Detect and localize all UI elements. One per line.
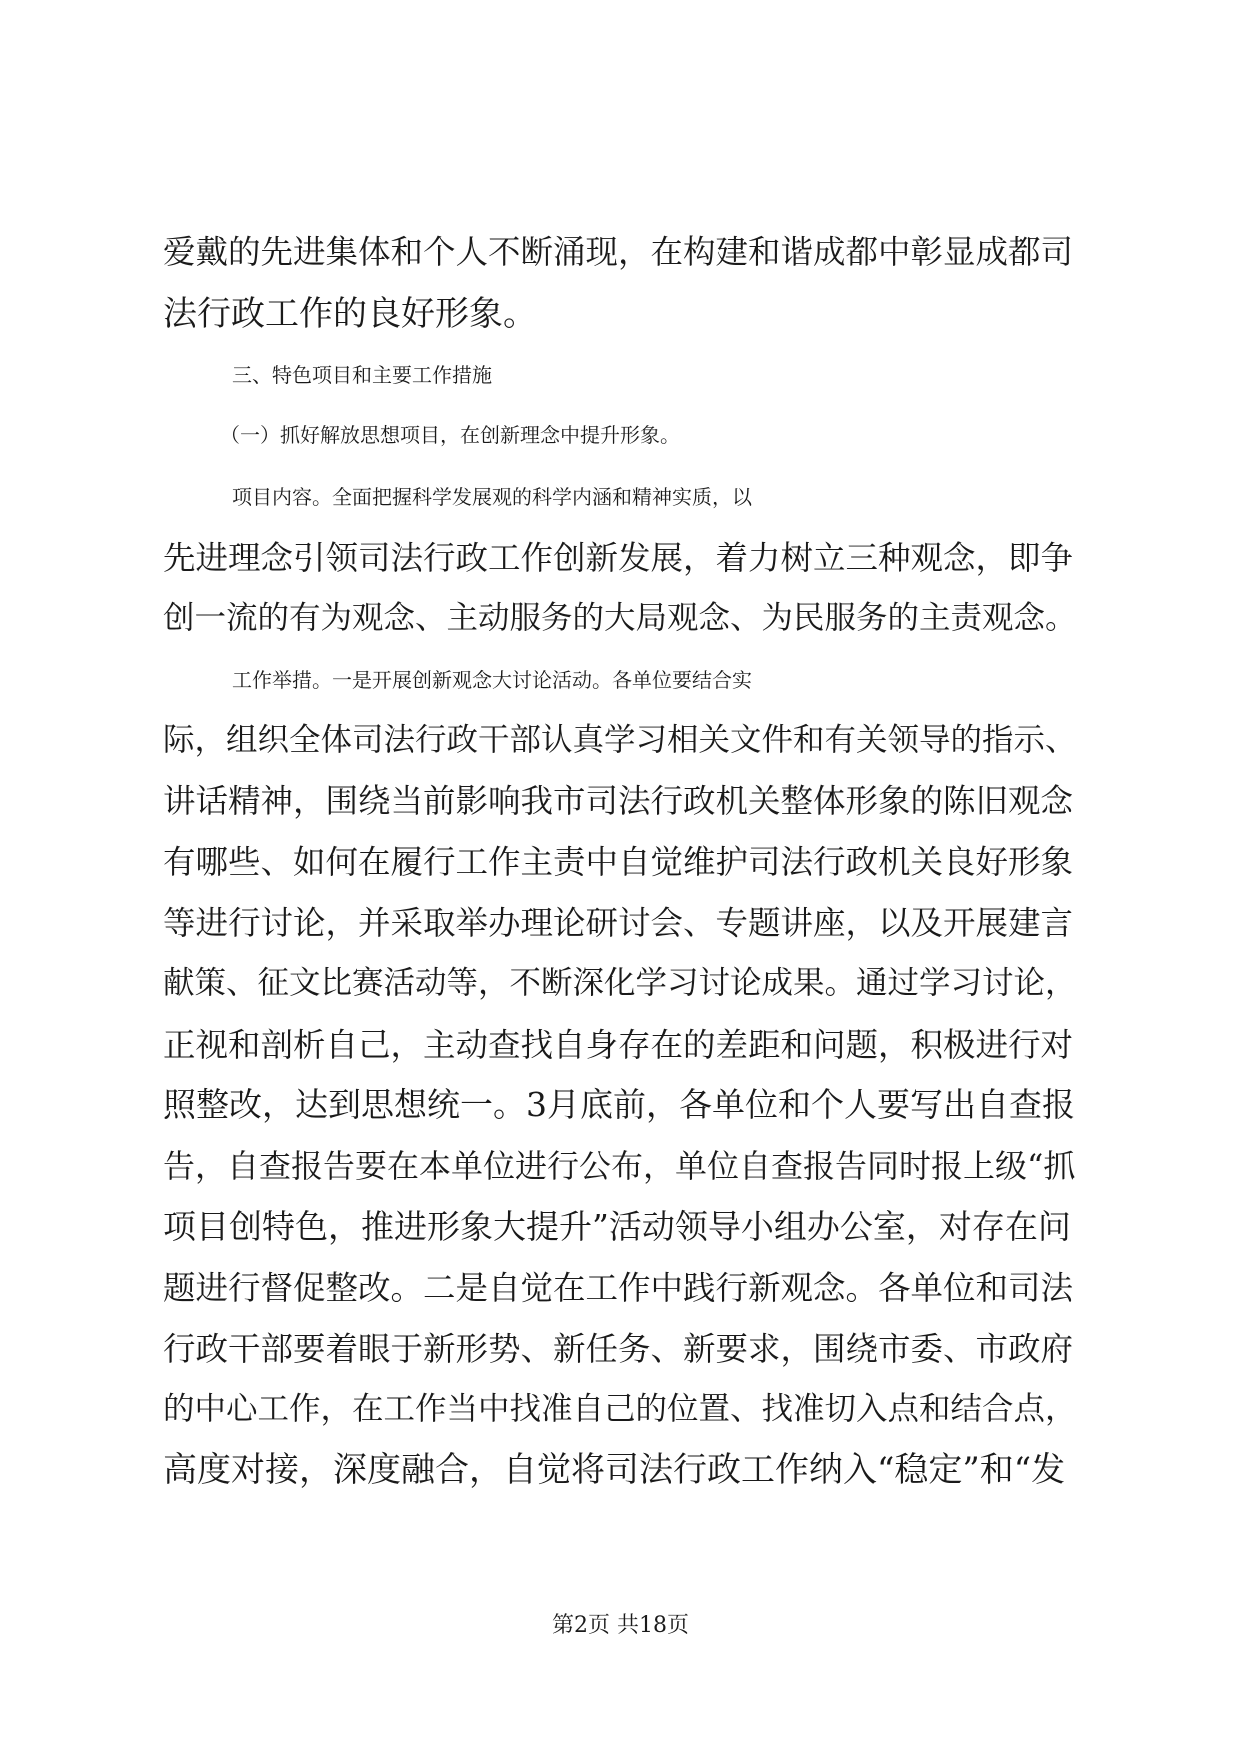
body-text-line: 行政干部要着眼于新形势、新任务、新要求，围绕市委、市政府 <box>163 1330 1074 1368</box>
body-text-line: 高度对接，深度融合，自觉将司法行政工作纳入“稳定”和“发 <box>163 1450 1066 1490</box>
body-text-line: 项目创特色，推进形象大提升”活动领导小组办公室，对存在问 <box>163 1207 1071 1246</box>
body-text-line: 等进行讨论，并采取举办理论研讨会、专题讲座，以及开展建言 <box>163 904 1074 942</box>
body-text-line: 正视和剖析自己，主动查找自身存在的差距和问题，积极进行对 <box>163 1026 1074 1064</box>
body-text-line: 工作举措。一是开展创新观念大讨论活动。各单位要结合实 <box>232 668 752 692</box>
body-text-line: 先进理念引领司法行政工作创新发展，着力树立三种观念，即争 <box>163 539 1074 577</box>
subsection-heading: （一）抓好解放思想项目，在创新理念中提升形象。 <box>220 423 680 447</box>
body-text-line: 告，自查报告要在本单位进行公布，单位自查报告同时报上级“抓 <box>163 1147 1076 1185</box>
body-text-line: 献策、征文比赛活动等，不断深化学习讨论成果。通过学习讨论， <box>163 965 1077 1001</box>
body-text-line: 照整改，达到思想统一。3月底前，各单位和个人要写出自查报 <box>163 1085 1075 1124</box>
page-footer: 第2页 共18页 <box>552 1613 689 1638</box>
body-text-line: 项目内容。全面把握科学发展观的科学内涵和精神实质，以 <box>232 485 752 509</box>
section-heading: 三、特色项目和主要工作措施 <box>232 363 492 387</box>
body-text-line: 题进行督促整改。二是自觉在工作中践行新观念。各单位和司法 <box>163 1269 1074 1307</box>
body-text-line: 法行政工作的良好形象。 <box>163 294 537 334</box>
body-text-line: 的中心工作，在工作当中找准自己的位置、找准切入点和结合点， <box>163 1391 1077 1427</box>
body-text-line: 创一流的有为观念、主动服务的大局观念、为民服务的主责观念。 <box>163 600 1077 636</box>
body-text-line: 爱戴的先进集体和个人不断涌现，在构建和谐成都中彰显成都司 <box>163 233 1074 271</box>
body-text-line: 际，组织全体司法行政干部认真学习相关文件和有关领导的指示、 <box>163 722 1077 758</box>
body-text-line: 讲话精神，围绕当前影响我市司法行政机关整体形象的陈旧观念 <box>163 782 1074 820</box>
body-text-line: 有哪些、如何在履行工作主责中自觉维护司法行政机关良好形象 <box>163 843 1074 881</box>
